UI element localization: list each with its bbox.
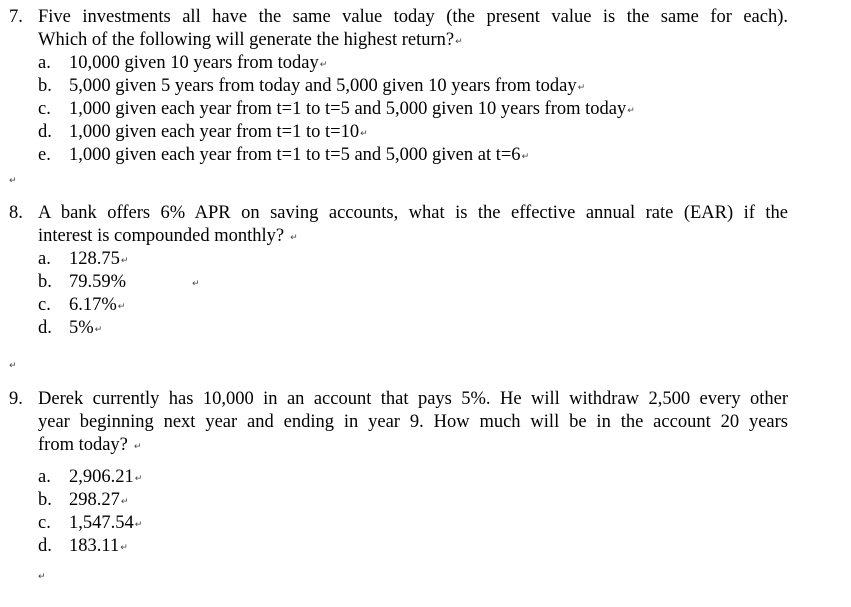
paragraph-mark-icon: ↵ bbox=[38, 572, 46, 582]
option-text: 6.17% bbox=[69, 295, 117, 315]
paragraph-mark-icon: ↵ bbox=[577, 83, 586, 93]
paragraph-mark-icon: ↵ bbox=[133, 442, 142, 452]
answer-option bbox=[38, 466, 142, 491]
paragraph-mark-icon: ↵ bbox=[120, 543, 128, 553]
answer-option bbox=[38, 294, 125, 319]
paragraph-mark-icon: ↵ bbox=[120, 497, 129, 507]
answer-option bbox=[38, 512, 142, 537]
option-text: 5% bbox=[69, 318, 94, 338]
paragraph-mark-icon: ↵ bbox=[360, 129, 368, 139]
answer-option bbox=[38, 121, 368, 146]
paragraph-mark-icon: ↵ bbox=[9, 361, 17, 371]
answer-option bbox=[38, 144, 529, 169]
question-number: 7. bbox=[9, 7, 23, 27]
option-text: 5,000 given 5 years from today and 5,000 given 10 years from today bbox=[69, 76, 577, 96]
option-letter: b. bbox=[38, 76, 52, 96]
question-text-line: interest is compounded monthly? ↵ bbox=[38, 226, 298, 246]
option-text: 298.27 bbox=[69, 490, 120, 510]
question-text-line: year beginning next year and ending in year 9. How much will be in the account 20 years bbox=[38, 412, 788, 432]
option-letter: e. bbox=[38, 145, 51, 165]
question-number: 8. bbox=[9, 203, 23, 223]
option-letter: b. bbox=[38, 490, 52, 510]
answer-option bbox=[38, 98, 635, 123]
paragraph-mark-icon: ↵ bbox=[319, 60, 328, 70]
answer-option bbox=[38, 489, 128, 514]
paragraph-mark-icon: ↵ bbox=[120, 256, 129, 266]
option-letter: d. bbox=[38, 122, 52, 142]
question-text-line: Five investments all have the same value today (the present value is the same for each). bbox=[38, 7, 788, 27]
option-text: 128.75 bbox=[69, 249, 120, 269]
option-letter: c. bbox=[38, 295, 51, 315]
answer-option bbox=[38, 317, 102, 342]
paragraph-mark-icon: ↵ bbox=[455, 37, 463, 47]
paragraph-mark-icon: ↵ bbox=[192, 279, 200, 289]
option-letter: c. bbox=[38, 513, 51, 533]
paragraph-mark-icon: ↵ bbox=[9, 176, 17, 186]
question-number: 9. bbox=[9, 389, 23, 409]
option-letter: a. bbox=[38, 249, 51, 269]
option-letter: b. bbox=[38, 272, 52, 292]
option-text: 1,547.54 bbox=[69, 513, 134, 533]
option-text: 1,000 given each year from t=1 to t=10 bbox=[69, 122, 360, 142]
answer-option bbox=[38, 248, 128, 273]
option-text: 183.11 bbox=[69, 536, 120, 556]
paragraph-mark-icon: ↵ bbox=[134, 520, 143, 530]
option-letter: d. bbox=[38, 318, 52, 338]
paragraph-mark-icon: ↵ bbox=[290, 233, 298, 243]
question-text-line: A bank offers 6% APR on saving accounts, what is the effective annual rate (EAR) if the bbox=[38, 203, 788, 223]
option-text: 1,000 given each year from t=1 to t=5 and 5,000 given 10 years from today bbox=[69, 99, 627, 119]
paragraph-mark-icon: ↵ bbox=[627, 106, 635, 116]
option-letter: a. bbox=[38, 53, 51, 73]
paragraph-mark-icon: ↵ bbox=[521, 152, 530, 162]
answer-option bbox=[38, 52, 327, 77]
option-text: 79.59% bbox=[69, 272, 127, 292]
paragraph-mark-icon: ↵ bbox=[117, 302, 126, 312]
option-letter: c. bbox=[38, 99, 51, 119]
question-text-line: Which of the following will generate the highest return?↵ bbox=[38, 30, 463, 50]
option-text: 10,000 given 10 years from today bbox=[69, 53, 319, 73]
option-text: 2,906.21 bbox=[69, 467, 134, 487]
option-letter: a. bbox=[38, 467, 51, 487]
answer-option bbox=[38, 535, 128, 560]
paragraph-mark-icon: ↵ bbox=[134, 474, 143, 484]
answer-option bbox=[38, 75, 585, 100]
question-text-line: Derek currently has 10,000 in an account that pays 5%. He will withdraw 2,500 every other bbox=[38, 389, 788, 409]
option-text: 1,000 given each year from t=1 to t=5 and 5,000 given at t=6 bbox=[69, 145, 521, 165]
option-letter: d. bbox=[38, 536, 52, 556]
paragraph-mark-icon: ↵ bbox=[94, 325, 103, 335]
question-text-line: from today? ↵ bbox=[38, 435, 142, 455]
answer-option bbox=[38, 271, 126, 294]
